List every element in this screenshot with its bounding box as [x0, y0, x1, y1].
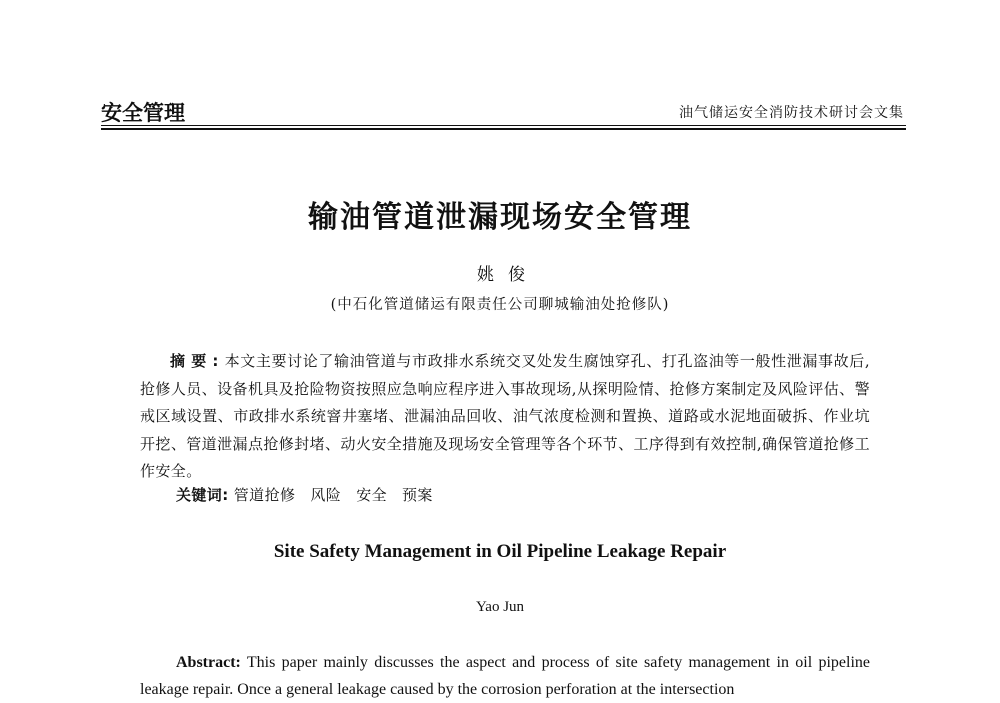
- author-affiliation: (中石化管道储运有限责任公司聊城输油处抢修队): [330, 297, 670, 313]
- abstract-en-text: This paper mainly discusses the aspect and process of site safety management in oil pipeline leakage repair. Once a general leakage caused by the corrosion perforation at the intersection: [140, 654, 870, 698]
- abstract-chinese: [140, 348, 870, 486]
- abstract-en-label: Abstract:: [176, 654, 241, 671]
- author-name: 姚俊: [477, 265, 539, 285]
- keywords-label: 关键词:: [176, 486, 229, 504]
- paper-title-english: Site Safety Management in Oil Pipeline Leakage Repair: [273, 541, 727, 562]
- keyword: 安全: [356, 486, 388, 504]
- abstract-english: [140, 649, 870, 703]
- author-name-english: Yao Jun: [475, 599, 525, 615]
- abstract-text: 本文主要讨论了输油管道与市政排水系统交叉处发生腐蚀穿孔、打孔盗油等一般性泄漏事故后,抢修人员、设备机具及抢险物资按照应急响应程序进入事故现场,从探明险情、抢修方案制定及风险评估、警戒区域设置、市政排水系统窨井塞堵、泄漏油品回收、油气浓度检测和置换、道路或水泥地面破拆、作业坑开挖、管道泄漏点抢修封堵、动火安全措施及现场安全管理等各个环节、工序得到有效控制,确保管道抢修工作安全。: [140, 352, 871, 480]
- section-label: 安全管理: [101, 101, 185, 125]
- keyword: 管道抢修: [233, 486, 296, 504]
- header-rule-thin: [101, 125, 906, 126]
- keywords-line: [176, 482, 448, 509]
- journal-title: 油气储运安全消防技术研讨会文集: [679, 105, 904, 121]
- keyword: 预案: [402, 486, 433, 504]
- keyword: 风险: [310, 486, 342, 504]
- paper-title: 输油管道泄漏现场安全管理: [308, 200, 692, 235]
- abstract-label: 摘要:: [170, 352, 225, 370]
- header-rule-thick: [101, 128, 906, 130]
